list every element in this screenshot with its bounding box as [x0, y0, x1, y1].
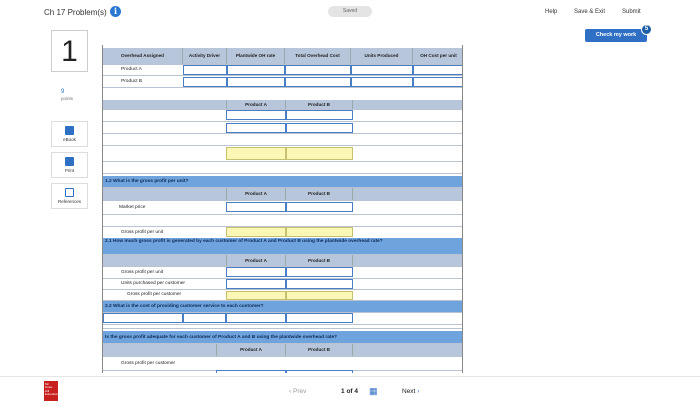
- next-label: Next: [402, 388, 416, 395]
- s23-input-a1[interactable]: [216, 370, 286, 373]
- page-indicator: [341, 388, 358, 395]
- col-overhead-assigned: Overhead Assigned: [103, 48, 183, 64]
- question-number: 1: [51, 30, 88, 72]
- references-label: References: [57, 199, 81, 204]
- ebook-button[interactable]: [51, 121, 88, 147]
- section-2-2-header: [103, 301, 463, 313]
- col-product-b: Product B: [286, 188, 353, 200]
- col-total-overhead: Total Overhead Cost: [285, 48, 351, 64]
- col-product-a: Product A: [226, 255, 286, 266]
- table-row: [103, 357, 463, 371]
- market-price-b[interactable]: [286, 202, 353, 212]
- references-button[interactable]: [51, 183, 88, 209]
- s22-input-2[interactable]: [183, 313, 226, 323]
- check-count-badge: 5: [641, 24, 652, 35]
- col-activity-driver: Activity Driver: [183, 48, 227, 64]
- col-product-b: Product B: [286, 255, 353, 266]
- t2-input-a2[interactable]: [226, 123, 286, 133]
- print-label: Print: [64, 168, 75, 173]
- chevron-right-icon: ›: [417, 388, 420, 395]
- row-label: Product A: [121, 67, 142, 72]
- prev-label: Prev: [292, 388, 307, 395]
- chevron-left-icon: ‹: [289, 388, 292, 395]
- section-2-1-header: [103, 238, 463, 255]
- section-2-1-title: 2.1 How much gross profit is generated by each customer of Product A and Product B using the plantwide overhead rate?: [105, 239, 383, 244]
- col-product-b: Product B: [286, 100, 353, 109]
- s21-input-a2[interactable]: [226, 279, 286, 289]
- units-input-b[interactable]: [351, 77, 413, 87]
- s21-col-header: [103, 255, 463, 267]
- s21-input-a1[interactable]: [226, 267, 286, 277]
- s22-input-4[interactable]: [286, 313, 353, 323]
- units-input-a[interactable]: [351, 65, 413, 75]
- table-row: [103, 134, 463, 146]
- current-page: 1: [341, 388, 345, 395]
- t2-total-b[interactable]: [286, 147, 353, 160]
- table-row: [103, 215, 463, 227]
- s21-input-b2[interactable]: [286, 279, 353, 289]
- s21-total-b[interactable]: [286, 291, 353, 300]
- col-units-produced: Units Produced: [351, 48, 413, 64]
- row-label: Units purchased per customer: [121, 281, 185, 286]
- total-pages: 4: [354, 388, 359, 395]
- top-bar: [0, 0, 700, 26]
- ohcost-input-b[interactable]: [413, 77, 463, 87]
- info-icon[interactable]: i: [110, 6, 121, 17]
- col-product-a: Product A: [226, 100, 286, 109]
- col-product-a: Product A: [216, 344, 286, 356]
- prev-button[interactable]: [289, 388, 306, 395]
- s21-input-b1[interactable]: [286, 267, 353, 277]
- table1-header: [103, 48, 463, 65]
- total-input-b[interactable]: [285, 77, 351, 87]
- section-2-2-title: 2.2 What is the cost of providing customer service to each customer?: [105, 304, 264, 309]
- section-1-2-title: 1.2 What is the gross profit per unit?: [105, 179, 189, 184]
- book-icon: [65, 126, 74, 135]
- worksheet: [102, 45, 463, 373]
- gross-profit-unit-b[interactable]: [286, 227, 353, 237]
- document-icon: [65, 188, 74, 197]
- col-oh-cost-unit: OH Cost per unit: [420, 53, 457, 59]
- t2-total-a[interactable]: [226, 147, 286, 160]
- page-of: of: [346, 388, 353, 395]
- col-product-a: Product A: [226, 188, 286, 200]
- s12-col-header: [103, 188, 463, 201]
- help-link[interactable]: Help: [545, 9, 558, 15]
- assignment-title: Ch 17 Problem(s): [44, 8, 107, 17]
- publisher-logo: Mc Graw Hill Education: [44, 381, 58, 401]
- row-label: Product B: [121, 79, 143, 84]
- table2-header: [103, 100, 463, 110]
- s23-input-b1[interactable]: [286, 370, 353, 373]
- t2-input-b1[interactable]: [286, 110, 353, 120]
- s22-input-3[interactable]: [226, 313, 286, 323]
- total-input-a[interactable]: [285, 65, 351, 75]
- row-label: Market price: [119, 205, 146, 210]
- driver-input-a[interactable]: [183, 65, 227, 75]
- ebook-label: eBook: [63, 137, 76, 142]
- points-label: points: [61, 96, 74, 101]
- driver-input-b[interactable]: [183, 77, 227, 87]
- ohcost-input-a[interactable]: [413, 65, 463, 75]
- print-button[interactable]: [51, 152, 88, 178]
- points-value: 9: [61, 89, 65, 95]
- col-plantwide-rate: Plantwide OH rate: [227, 48, 285, 64]
- table-row: [103, 325, 463, 329]
- row-label: Gross profit per customer: [121, 361, 176, 366]
- section-1-2-header: [103, 176, 463, 188]
- row-label: Gross profit per unit: [121, 230, 164, 235]
- s22-input-1[interactable]: [103, 313, 183, 323]
- submit-link[interactable]: Submit: [622, 9, 641, 15]
- s23-col-header: [103, 344, 463, 357]
- s21-total-a[interactable]: [226, 291, 286, 300]
- t2-input-b2[interactable]: [286, 123, 353, 133]
- col-product-b: Product B: [286, 344, 353, 356]
- printer-icon: [65, 157, 74, 166]
- section-2-3-title: Is the gross profit adequate for each customer of Product A and B using the plantwide overhead rate?: [105, 335, 338, 340]
- saved-status: Saved: [328, 6, 372, 17]
- market-price-a[interactable]: [226, 202, 286, 212]
- table-row: [103, 162, 463, 174]
- t2-input-a1[interactable]: [226, 110, 286, 120]
- check-my-work-button[interactable]: Check my work: [585, 29, 647, 42]
- save-exit-link[interactable]: Save & Exit: [574, 9, 606, 15]
- rate-input-a[interactable]: [227, 65, 285, 75]
- row-label: Gross profit per unit: [121, 270, 164, 275]
- grid-icon[interactable]: ▦: [369, 386, 378, 396]
- gross-profit-unit-a[interactable]: [226, 227, 286, 237]
- rate-input-b[interactable]: [227, 77, 285, 87]
- row-label: Gross profit per customer: [127, 292, 182, 297]
- section-2-3-header: [103, 331, 463, 344]
- next-button[interactable]: [402, 388, 419, 395]
